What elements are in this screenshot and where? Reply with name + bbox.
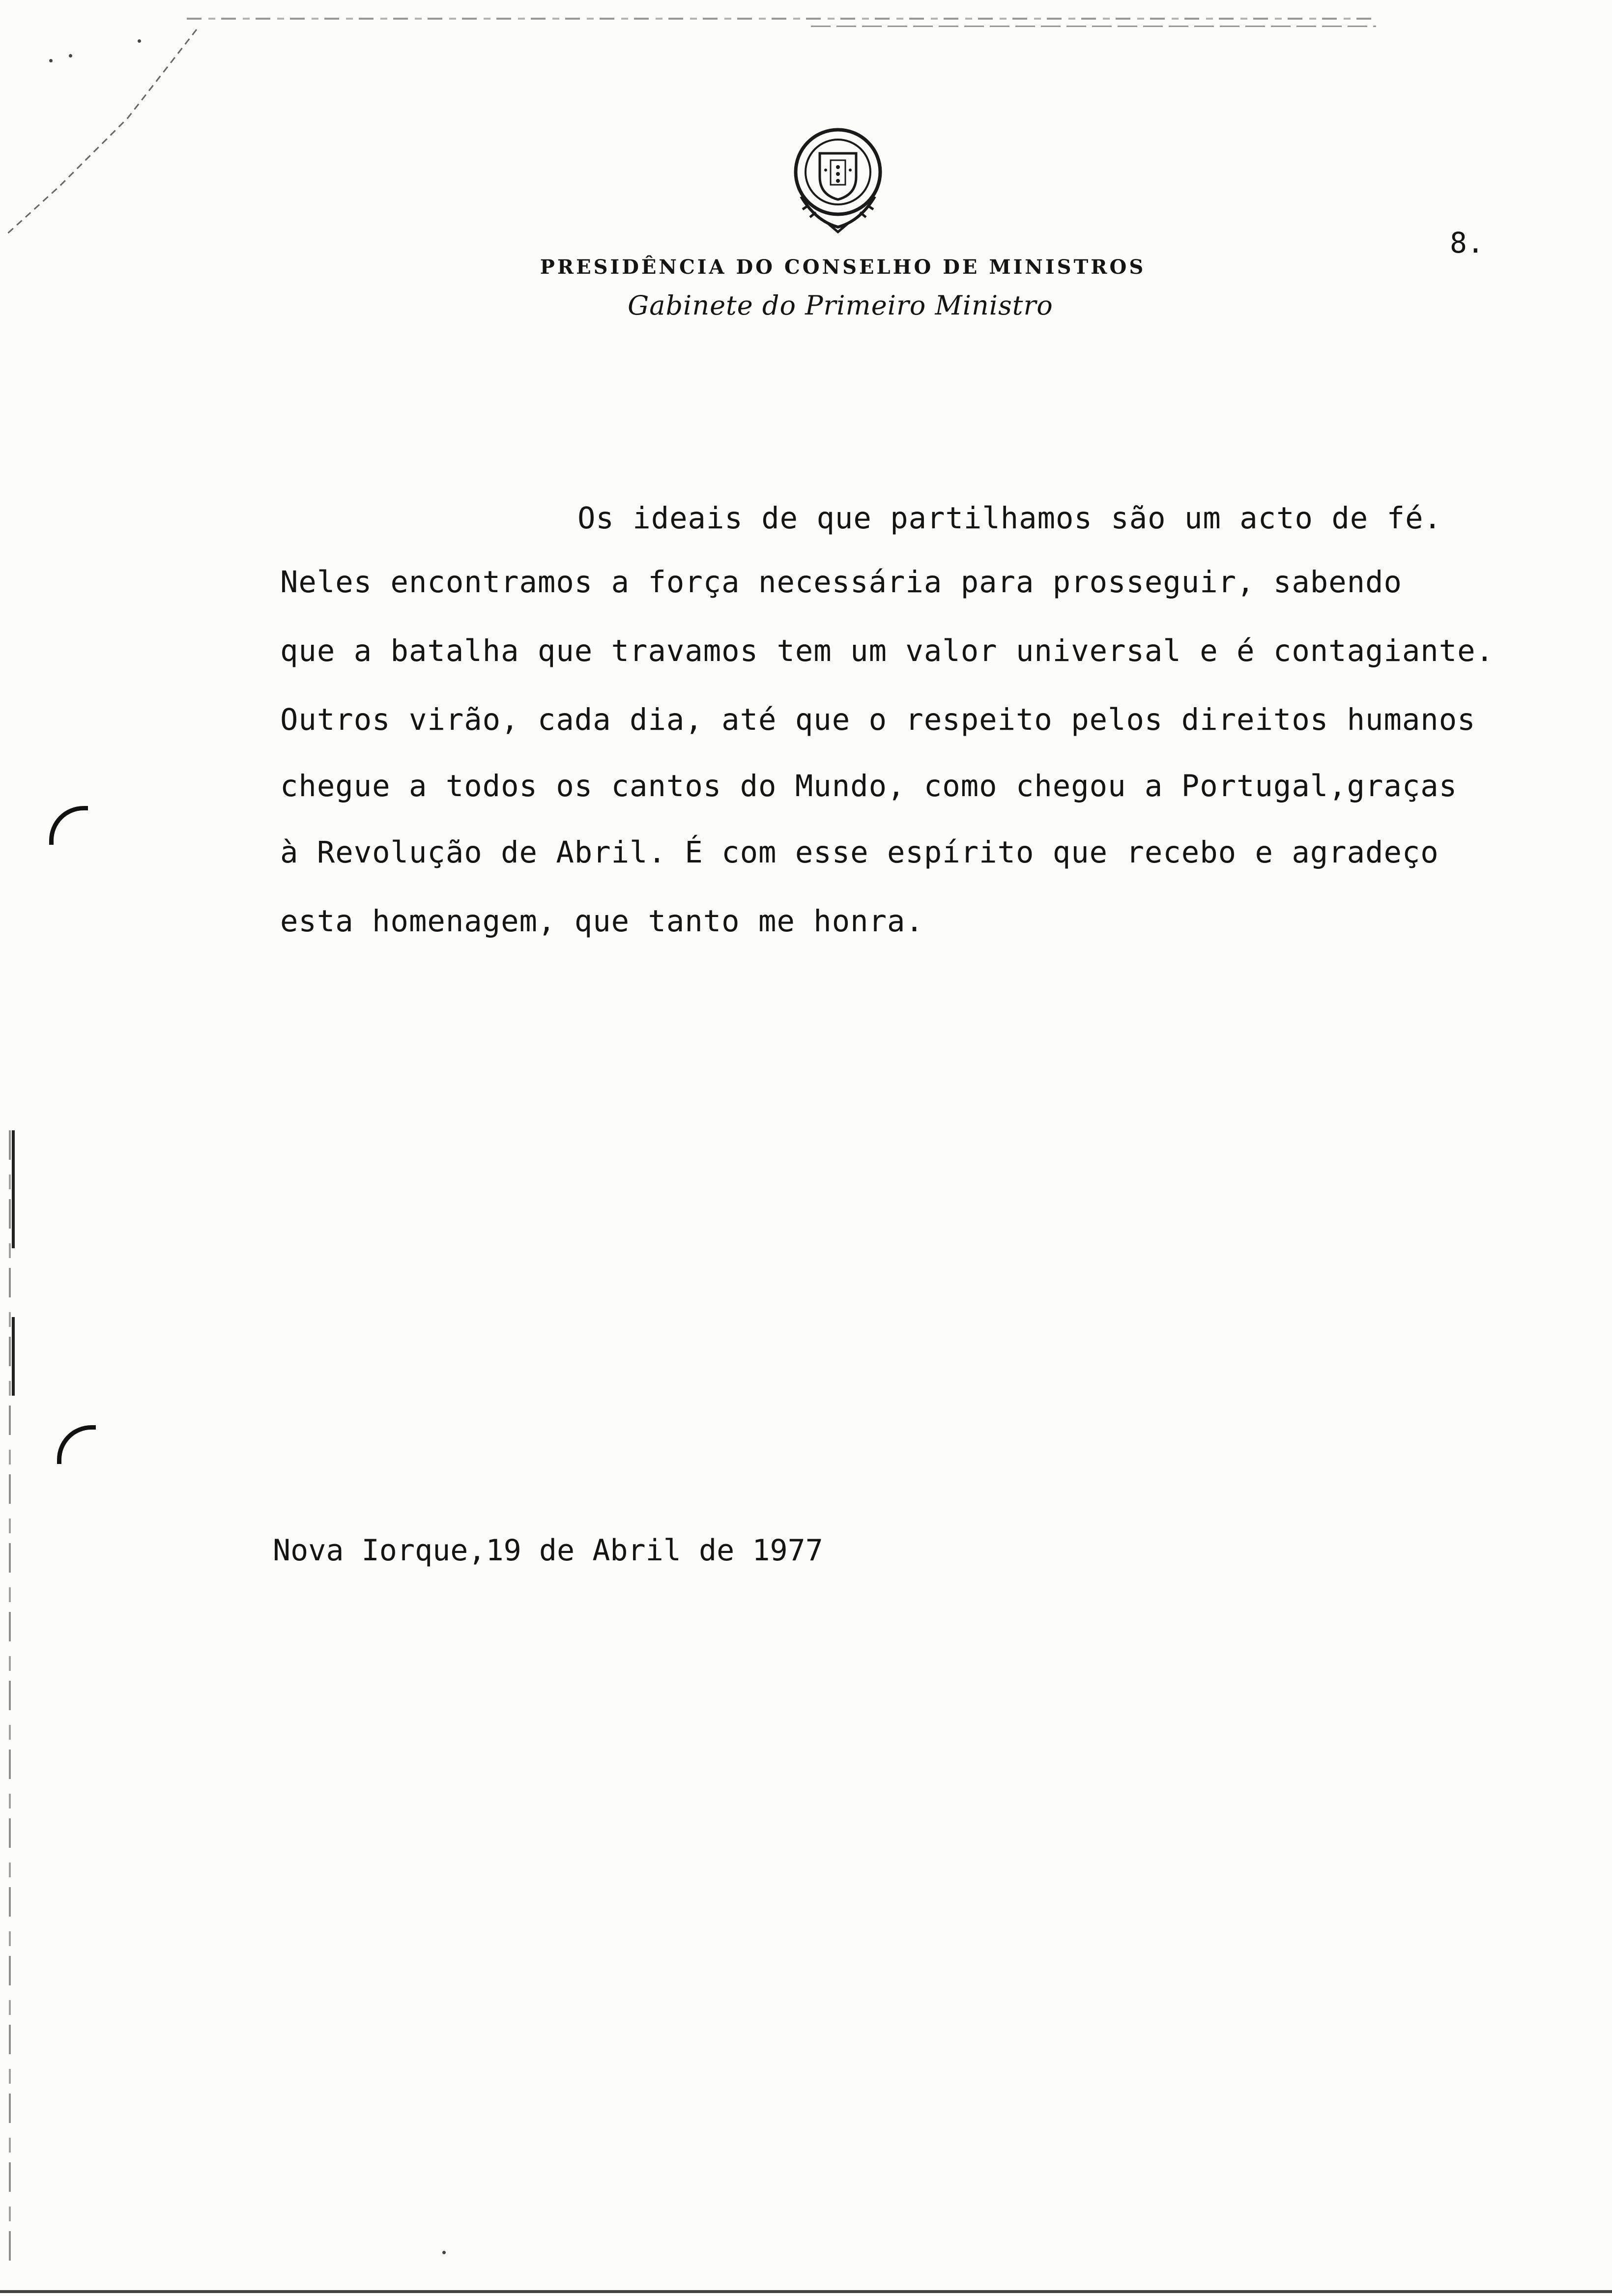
body-line: Os ideais de que partilhamos são um acto de fé. bbox=[577, 501, 1442, 536]
scan-edge-top-secondary bbox=[811, 26, 1376, 27]
scan-mark-left bbox=[12, 1130, 15, 1248]
scan-scratch-corner bbox=[0, 20, 206, 236]
scan-edge-top bbox=[187, 18, 1376, 20]
punch-hole-lower bbox=[57, 1425, 96, 1464]
body-line: esta homenagem, que tanto me honra. bbox=[280, 904, 924, 939]
coat-of-arms-emblem bbox=[781, 123, 894, 236]
body-line: Neles encontramos a força necessária para prosseguir, sabendo bbox=[280, 565, 1402, 600]
organization-title: PRESIDÊNCIA DO CONSELHO DE MINISTROS bbox=[540, 256, 1146, 279]
body-line: que a batalha que travamos tem um valor universal e é contagiante. bbox=[280, 634, 1494, 668]
scan-edge-left bbox=[9, 1130, 11, 2261]
body-line: à Revolução de Abril. É com esse espírito que recebo e agradeço bbox=[280, 835, 1439, 870]
scan-mark-left-lower bbox=[12, 1317, 15, 1396]
office-subtitle: Gabinete do Primeiro Ministro bbox=[628, 290, 1053, 321]
punch-hole-upper bbox=[49, 806, 88, 845]
scan-edge-bottom bbox=[0, 2290, 1612, 2293]
body-line: Outros virão, cada dia, até que o respeito pelos direitos humanos bbox=[280, 703, 1476, 737]
body-line: chegue a todos os cantos do Mundo, como chegou a Portugal,graças bbox=[280, 769, 1458, 804]
page-number: 8. bbox=[1450, 226, 1484, 259]
place-and-date: Nova Iorque,19 de Abril de 1977 bbox=[273, 1533, 823, 1568]
scan-speck bbox=[442, 2251, 446, 2254]
